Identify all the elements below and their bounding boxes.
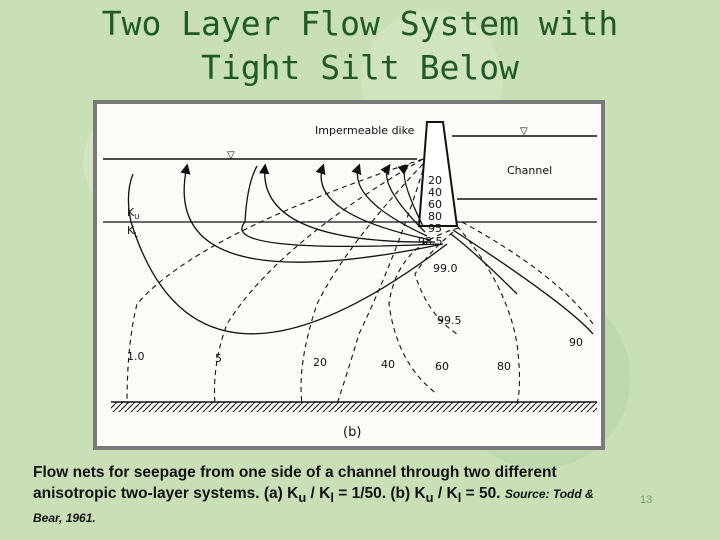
figure-caption xyxy=(33,462,693,529)
bottom-label-40: 40 xyxy=(381,358,395,371)
water-table-symbol-right: ▽ xyxy=(520,126,528,137)
flow-line xyxy=(453,230,593,334)
equipotential-label-20: 20 xyxy=(428,174,442,187)
flow-line xyxy=(357,166,427,236)
equipotential-label-80: 80 xyxy=(428,210,442,223)
equipotential-label-95: 95 xyxy=(428,222,442,235)
water-table-symbol-left: ▽ xyxy=(227,150,235,161)
bottom-label-20: 20 xyxy=(313,356,327,369)
ku-label: $K_U$ xyxy=(127,206,140,221)
bottom-label-1-0: 1.0 xyxy=(127,350,145,363)
equipotential-label-98-5: 98.5 xyxy=(418,235,443,248)
equipotential-line xyxy=(337,170,423,404)
flow-line xyxy=(184,166,443,262)
flow-line xyxy=(451,234,517,294)
dike-label: Impermeable dike xyxy=(315,124,415,137)
caption-line-2: anisotropic two-layer systems. (a) $K_u / K_l = 1/50$. (b) $K_u / K_l = 50$. Source: Todd & xyxy=(33,485,594,506)
equipotential-line xyxy=(462,222,593,324)
equipotential-line xyxy=(127,159,423,404)
bottom-label-60: 60 xyxy=(435,360,449,373)
flow-line xyxy=(321,166,431,240)
channel-label: Channel xyxy=(507,164,553,177)
equipotential-label-40: 40 xyxy=(428,186,442,199)
caption-source: Source: Todd & xyxy=(504,487,594,501)
title-line-1: Two Layer Flow System with xyxy=(101,4,619,43)
title-line-2: Tight Silt Below xyxy=(201,48,519,87)
flow-lines xyxy=(128,166,593,334)
slide-title xyxy=(0,2,720,90)
page-number: 13 xyxy=(640,494,653,506)
equipotential-lines xyxy=(127,159,593,404)
flow-net-diagram xyxy=(97,104,601,446)
equipotential-label-99-5: 99.5 xyxy=(437,314,462,327)
flow-net-figure xyxy=(93,100,605,450)
caption-line-1: Flow nets for seepage from one side of a channel through two different xyxy=(33,464,557,481)
panel-label: (b) xyxy=(343,425,362,440)
impermeable-base-hatch xyxy=(111,402,597,412)
caption-source-cont: Bear, 1961. xyxy=(33,511,96,526)
bottom-label-5: 5 xyxy=(215,352,222,365)
equipotential-label-99-0: 99.0 xyxy=(433,262,458,275)
flow-line xyxy=(265,166,435,242)
kl-label: $K_L$ xyxy=(127,224,139,239)
bottom-label-80: 80 xyxy=(497,360,511,373)
right-label-90: 90 xyxy=(569,336,583,349)
equipotential-label-60: 60 xyxy=(428,198,442,211)
